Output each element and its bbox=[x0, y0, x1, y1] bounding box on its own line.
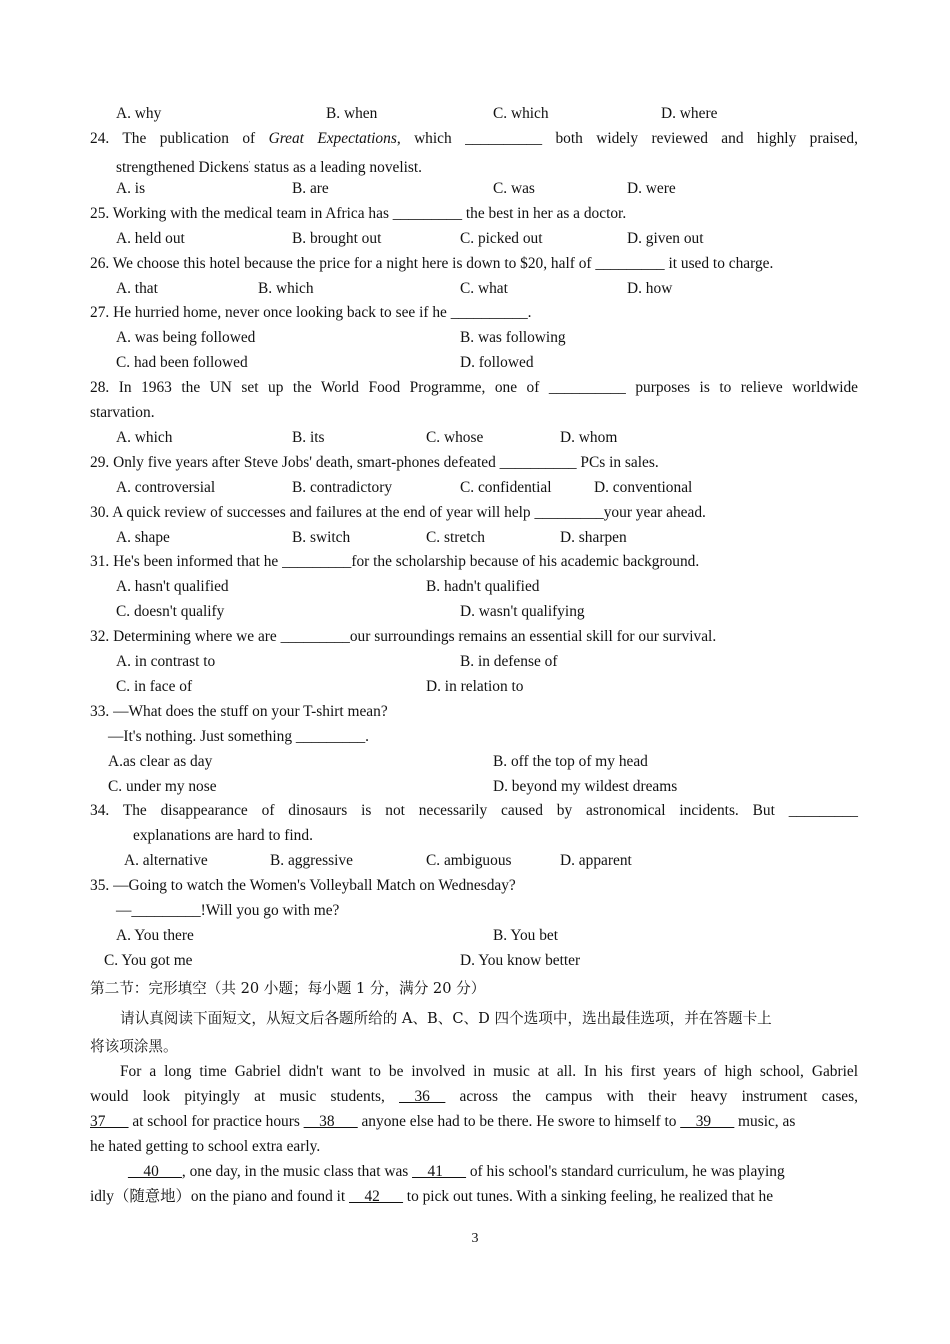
passage-p1-line2: would look pityingly at music students, __36__ across the campus with their heavy instrument cases, bbox=[90, 1088, 858, 1105]
q35-stem: 35. —Going to watch the Women's Volleyball Match on Wednesday? bbox=[90, 877, 516, 894]
q32-option-b: B. in defense of bbox=[460, 653, 558, 670]
q35-option-d: D. You know better bbox=[460, 952, 581, 969]
q33-stem: 33. —What does the stuff on your T-shirt mean? bbox=[90, 703, 388, 720]
q31-option-d: D. wasn't qualifying bbox=[460, 603, 585, 620]
q34-option-c: C. ambiguous bbox=[426, 852, 512, 869]
q32-option-d: D. in relation to bbox=[426, 678, 524, 695]
passage-p1-line3: 37___ at school for practice hours __38___ anyone else had to be there. He swore to himself to __39___ music, as bbox=[90, 1113, 796, 1130]
passage-p2-line1: __40___, one day, in the music class that was __41___ of his school's standard curriculum, he was playing bbox=[128, 1163, 785, 1180]
q30-option-d: D. sharpen bbox=[560, 529, 627, 546]
q25-option-a: A. held out bbox=[116, 230, 185, 247]
q29-option-b: B. contradictory bbox=[292, 479, 393, 496]
q33-option-d: D. beyond my wildest dreams bbox=[493, 778, 678, 795]
q26-option-a: A. that bbox=[116, 280, 158, 297]
blank-37: 37___ bbox=[90, 1113, 129, 1130]
q33-option-a: A.as clear as day bbox=[108, 753, 213, 770]
blank-39: __39___ bbox=[680, 1113, 735, 1130]
q24-stem-cont: strengthened Dickens' status as a leading novelist. bbox=[116, 159, 423, 177]
blank-38: __38___ bbox=[303, 1113, 358, 1130]
q34-stem: 34. The disappearance of dinosaurs is not necessarily caused by astronomical incidents. But _________ bbox=[90, 802, 858, 819]
passage-p2-line2: idly（随意地）on the piano and found it __42___ to pick out tunes. With a sinking feeling, he realized that he bbox=[90, 1188, 774, 1205]
q28-option-c: C. whose bbox=[426, 429, 484, 446]
page-number: 3 bbox=[471, 1231, 479, 1246]
passage-p1-line1: For a long time Gabriel didn't want to be involved in music at all. In his first years of high school, Gabriel bbox=[120, 1063, 858, 1080]
q25-option-c: C. picked out bbox=[460, 230, 543, 247]
q23-option-c: C. which bbox=[493, 105, 549, 122]
q24-stem: 24. The publication of Great Expectations, which __________ both widely reviewed and highly praised, bbox=[90, 130, 858, 147]
q23-option-a: A. why bbox=[116, 105, 162, 122]
q33-option-c: C. under my nose bbox=[108, 778, 217, 795]
q29-option-a: A. controversial bbox=[116, 479, 216, 496]
q28-option-b: B. its bbox=[292, 429, 325, 446]
q34-stem-cont: explanations are hard to find. bbox=[133, 827, 313, 844]
q24-option-a: A. is bbox=[116, 180, 146, 197]
q30-option-c: C. stretch bbox=[426, 529, 485, 546]
q25-option-d: D. given out bbox=[627, 230, 704, 247]
q29-stem: 29. Only five years after Steve Jobs' death, smart-phones defeated __________ PCs in sales. bbox=[90, 454, 659, 471]
q27-option-c: C. had been followed bbox=[116, 354, 248, 371]
blank-42: __42___ bbox=[349, 1188, 403, 1205]
q24-option-b: B. are bbox=[292, 180, 329, 197]
q30-option-b: B. switch bbox=[292, 529, 351, 546]
q29-option-d: D. conventional bbox=[594, 479, 693, 496]
q34-option-a: A. alternative bbox=[124, 852, 208, 869]
q25-option-b: B. brought out bbox=[292, 230, 382, 247]
q30-stem: 30. A quick review of successes and failures at the end of year will help _________your year ahead. bbox=[90, 504, 706, 521]
blank-40: __40___ bbox=[128, 1163, 182, 1180]
q33-reply: —It's nothing. Just something _________. bbox=[108, 728, 370, 745]
q25-stem: 25. Working with the medical team in Africa has _________ the best in her as a doctor. bbox=[90, 205, 627, 222]
q35-option-a: A. You there bbox=[116, 927, 194, 944]
q24-option-c: C. was bbox=[493, 180, 535, 197]
q24-option-d: D. were bbox=[627, 180, 676, 197]
q27-option-b: B. was following bbox=[460, 329, 566, 346]
q31-option-a: A. hasn't qualified bbox=[116, 578, 229, 595]
q27-option-d: D. followed bbox=[460, 354, 534, 371]
q23-option-d: D. where bbox=[661, 105, 718, 122]
q29-option-c: C. confidential bbox=[460, 479, 552, 496]
q31-option-b: B. hadn't qualified bbox=[426, 578, 540, 595]
q34-option-b: B. aggressive bbox=[270, 852, 353, 869]
q28-stem-cont: starvation. bbox=[90, 404, 155, 421]
q27-option-a: A. was being followed bbox=[116, 329, 256, 346]
q35-option-c: C. You got me bbox=[104, 952, 193, 969]
q31-option-c: C. doesn't qualify bbox=[116, 603, 225, 620]
q28-option-d: D. whom bbox=[560, 429, 618, 446]
q30-option-a: A. shape bbox=[116, 529, 170, 546]
q27-stem: 27. He hurried home, never once looking back to see if he __________. bbox=[90, 304, 532, 321]
q28-option-a: A. which bbox=[116, 429, 173, 446]
q23-option-b: B. when bbox=[326, 105, 378, 122]
q32-option-c: C. in face of bbox=[116, 678, 193, 695]
q31-stem: 31. He's been informed that he _________for the scholarship because of his academic background. bbox=[90, 553, 700, 570]
q34-option-d: D. apparent bbox=[560, 852, 632, 869]
q26-option-d: D. how bbox=[627, 280, 673, 297]
q26-option-b: B. which bbox=[258, 280, 314, 297]
passage-p1-line4: he hated getting to school extra early. bbox=[90, 1138, 321, 1155]
section2-instructions: 请认真阅读下面短文，从短文后各题所给的 A、B、C、D 四个选项中，选出最佳选项，并在答题卡上 bbox=[120, 1010, 772, 1027]
q35-option-b: B. You bet bbox=[493, 927, 559, 944]
q32-option-a: A. in contrast to bbox=[116, 653, 216, 670]
blank-41: __41___ bbox=[412, 1163, 466, 1180]
q33-option-b: B. off the top of my head bbox=[493, 753, 648, 770]
section2-heading: 第二节：完形填空（共 20 小题；每小题 1 分，满分 20 分） bbox=[90, 980, 486, 997]
q35-reply: —_________!Will you go with me? bbox=[116, 902, 340, 919]
blank-36: __36__ bbox=[399, 1088, 446, 1105]
q28-stem: 28. In 1963 the UN set up the World Food Programme, one of __________ purposes is to relieve worldwide bbox=[90, 379, 858, 396]
q32-stem: 32. Determining where we are _________our surroundings remains an essential skill for our survival. bbox=[90, 628, 717, 645]
q26-stem: 26. We choose this hotel because the price for a night here is down to $20, half of _________ it used to charge. bbox=[90, 255, 774, 272]
section2-instructions-cont: 将该项涂黑。 bbox=[90, 1038, 178, 1055]
q26-option-c: C. what bbox=[460, 280, 508, 297]
